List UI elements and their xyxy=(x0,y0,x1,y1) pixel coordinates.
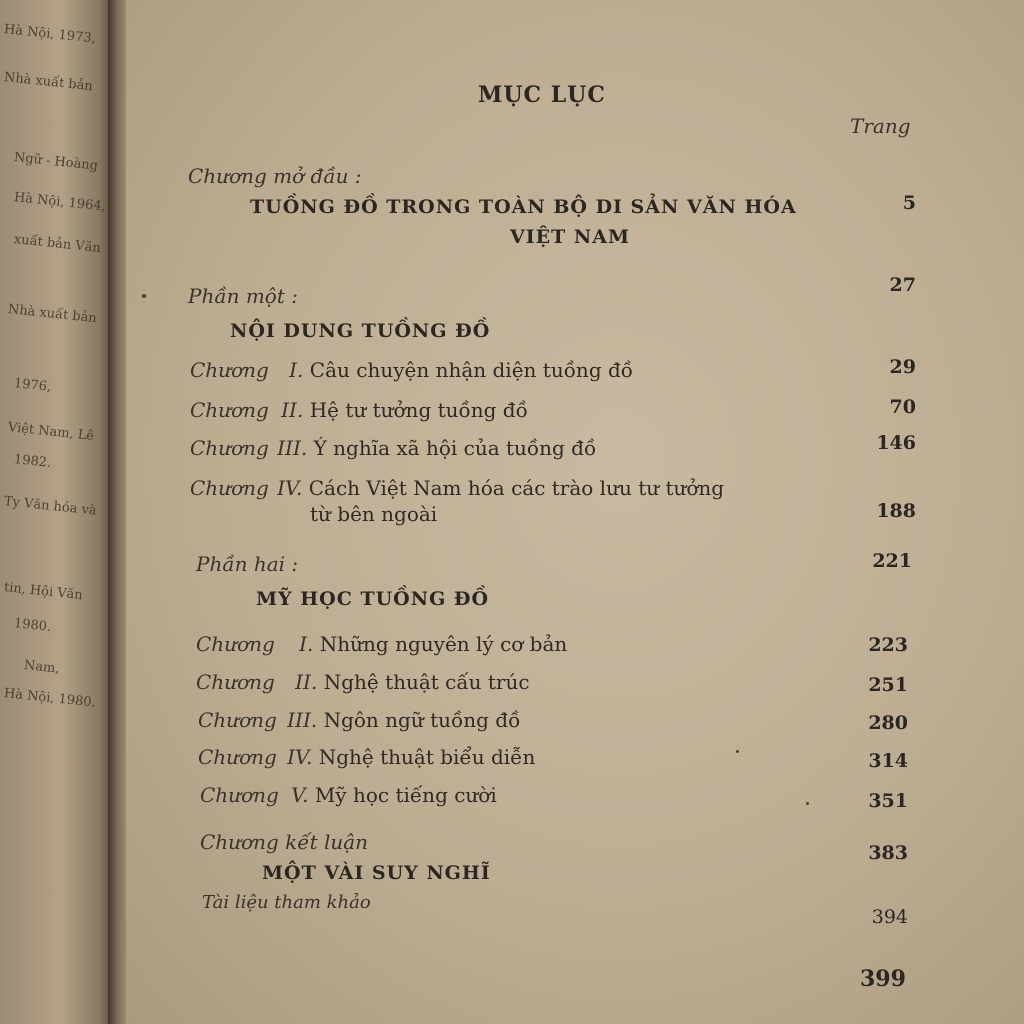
toc-entry xyxy=(190,476,724,500)
conclusion-label: Chương kết luận xyxy=(200,830,369,854)
chapter-title: Những nguyên lý cơ bản xyxy=(319,632,568,656)
chapter-page: 351 xyxy=(868,790,908,812)
references-label: Tài liệu tham khảo xyxy=(202,892,371,913)
chapter-title: Ý nghĩa xã hội của tuồng đồ xyxy=(313,436,597,460)
intro-heading-line2: VIỆT NAM xyxy=(510,226,631,248)
left-page xyxy=(0,0,112,1024)
left-page-text: 1982. xyxy=(13,452,52,471)
chapter-title: Mỹ học tiếng cười xyxy=(314,783,497,807)
references-page: 394 xyxy=(871,906,908,928)
chapter-number: III. xyxy=(277,436,308,460)
chapter-page: 314 xyxy=(868,750,908,772)
page-number: 399 xyxy=(860,966,906,992)
chapter-label: Chương xyxy=(196,632,275,656)
chapter-title: Câu chuyện nhận diện tuồng đồ xyxy=(309,358,634,382)
chapter-label: Chương xyxy=(190,436,269,460)
chapter-number: IV. xyxy=(277,476,303,500)
chapter-page: 251 xyxy=(868,674,908,696)
chapter-number: III. xyxy=(287,708,318,732)
toc-entry xyxy=(200,783,497,807)
toc-title: MỤC LỤC xyxy=(478,82,606,108)
left-page-text: xuất bản Văn xyxy=(13,232,102,257)
toc-page xyxy=(126,0,1024,1024)
left-page-text: Hà Nội, 1964, xyxy=(13,190,107,215)
chapter-number: II. xyxy=(281,398,304,422)
conclusion-heading: MỘT VÀI SUY NGHĨ xyxy=(262,862,491,884)
left-page-text: 1976, xyxy=(13,376,52,395)
left-page-text: Hà Nội, 1973, xyxy=(3,22,97,47)
chapter-title: Nghệ thuật cấu trúc xyxy=(323,670,530,694)
paper-speck xyxy=(736,750,739,753)
part2-label: Phần hai : xyxy=(196,552,299,576)
intro-heading: TUỒNG ĐỒ TRONG TOÀN BỘ DI SẢN VĂN HÓA xyxy=(250,196,797,218)
chapter-title: Nghệ thuật biểu diễn xyxy=(318,745,536,769)
left-page-text: Nhà xuất bản xyxy=(3,70,94,95)
part2-page: 221 xyxy=(872,550,912,572)
chapter-page: 280 xyxy=(868,712,908,734)
toc-entry xyxy=(190,358,633,382)
left-page-text: Nhà xuất bản xyxy=(7,302,98,327)
left-page-text: Hà Nội, 1980. xyxy=(3,686,97,711)
chapter-page: 223 xyxy=(868,634,908,656)
left-page-text: Ty Văn hóa và xyxy=(3,494,98,519)
left-page-text: Việt Nam, Lê xyxy=(7,420,95,444)
part1-page: 27 xyxy=(889,274,916,296)
chapter-page: 188 xyxy=(876,500,916,522)
intro-label: Chương mở đầu : xyxy=(188,164,362,188)
left-page-text: Ngữ - Hoàng xyxy=(13,150,99,174)
page-column-header: Trang xyxy=(850,114,911,138)
chapter-title: Hệ tư tưởng tuồng đồ xyxy=(309,398,528,422)
part1-label: Phần một : xyxy=(188,284,298,308)
chapter-label: Chương xyxy=(190,358,269,382)
chapter-page: 70 xyxy=(889,396,916,418)
chapter-number: I. xyxy=(289,358,304,382)
chapter-title: Cách Việt Nam hóa các trào lưu tư tưởng xyxy=(308,476,725,500)
part1-heading: NỘI DUNG TUỒNG ĐỒ xyxy=(230,320,491,342)
paper-speck xyxy=(806,802,809,805)
toc-entry xyxy=(190,436,596,460)
chapter-label: Chương xyxy=(190,476,269,500)
chapter-title-continued: từ bên ngoài xyxy=(310,502,438,526)
part2-heading: MỸ HỌC TUỒNG ĐỒ xyxy=(256,588,490,610)
left-page-text: 1980. xyxy=(13,616,52,635)
toc-entry xyxy=(198,745,535,769)
chapter-label: Chương xyxy=(190,398,269,422)
toc-entry xyxy=(196,670,530,694)
chapter-page: 146 xyxy=(876,432,916,454)
chapter-title: Ngôn ngữ tuồng đồ xyxy=(323,708,521,732)
left-page-text: tin, Hội Văn xyxy=(3,580,84,604)
paper-speck xyxy=(142,294,146,298)
toc-entry xyxy=(190,398,528,422)
chapter-page: 29 xyxy=(889,356,916,378)
chapter-number: II. xyxy=(295,670,318,694)
chapter-label: Chương xyxy=(198,745,277,769)
chapter-label: Chương xyxy=(200,783,279,807)
chapter-number: I. xyxy=(299,632,314,656)
conclusion-page: 383 xyxy=(868,842,908,864)
chapter-number: IV. xyxy=(287,745,313,769)
left-page-text: Nam, xyxy=(23,658,61,677)
toc-entry xyxy=(198,708,520,732)
chapter-label: Chương xyxy=(196,670,275,694)
chapter-label: Chương xyxy=(198,708,277,732)
intro-page: 5 xyxy=(902,192,916,214)
chapter-number: V. xyxy=(291,783,309,807)
toc-entry xyxy=(196,632,567,656)
